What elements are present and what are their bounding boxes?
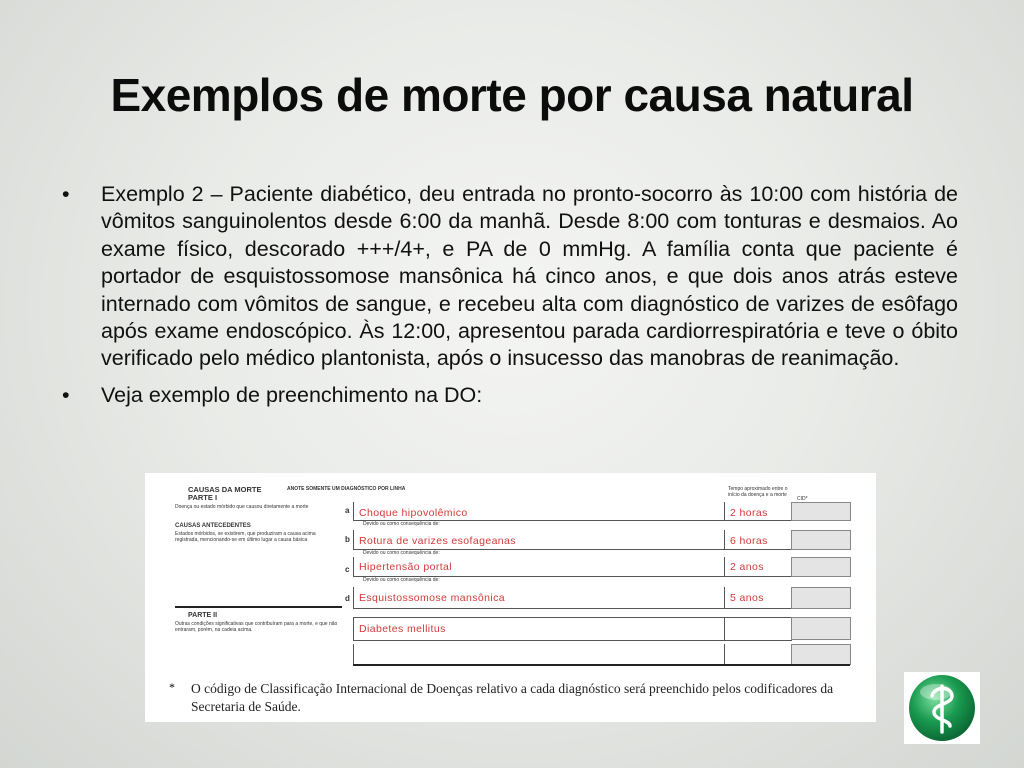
- part1-description: Doença ou estado mórbido que causou diretamente a morte: [175, 504, 309, 510]
- part2-time-field[interactable]: [724, 617, 792, 641]
- row-letter: b: [345, 535, 350, 544]
- part2-description: Outras condições significativas que contribuíram para a morte, e que não entraram, porém, na cadeia acima.: [175, 621, 338, 633]
- row-letter: d: [345, 594, 350, 603]
- time-value: 5 anos: [730, 592, 764, 604]
- part2-label: PARTE II: [188, 612, 218, 619]
- part2-diagnosis-field-2[interactable]: [353, 644, 725, 665]
- causes-section-title: CAUSAS DA MORTE: [188, 485, 262, 494]
- row-letter: a: [345, 506, 350, 515]
- cid-field[interactable]: [791, 557, 851, 577]
- diagnosis-value: Hipertensão portal: [359, 561, 452, 573]
- consequence-label: Devido ou como consequência de:: [363, 550, 440, 556]
- form-bottom-rule: [353, 664, 850, 666]
- time-value: 2 anos: [730, 561, 764, 573]
- death-certificate-form: [145, 473, 876, 722]
- row-letter: c: [345, 565, 350, 574]
- part2-time-field-2[interactable]: [724, 644, 792, 665]
- part2-diagnosis-value: Diabetes mellitus: [359, 623, 446, 635]
- slide-title: Exemplos de morte por causa natural: [110, 69, 914, 121]
- part2-cid-field[interactable]: [791, 617, 851, 640]
- cid-field[interactable]: [791, 587, 851, 609]
- part-divider: [175, 606, 342, 608]
- cid-field[interactable]: [791, 530, 851, 550]
- cid-column-header: CID*: [797, 496, 808, 502]
- antecedent-causes-description: Estados mórbidos, se existirem, que produziram a causa acima registrada, mencionando-se em último lugar a causa básica: [175, 531, 316, 543]
- diagnosis-value: Choque hipovolêmico: [359, 507, 468, 519]
- antecedent-causes-label: CAUSAS ANTECEDENTES: [175, 523, 251, 529]
- part1-label: PARTE I: [188, 493, 218, 502]
- time-value: 2 horas: [730, 507, 768, 519]
- consequence-label: Devido ou como consequência de:: [363, 577, 440, 583]
- instruction-label: ANOTE SOMENTE UM DIAGNÓSTICO POR LINHA: [287, 486, 406, 492]
- diagnosis-value: Esquistossomose mansônica: [359, 592, 505, 604]
- bullet-list: [62, 181, 958, 409]
- bullet-form-example: • Veja exemplo de preenchimento na DO:: [62, 382, 958, 409]
- diagnosis-value: Rotura de varizes esofageanas: [359, 535, 516, 547]
- part2-cid-field-2[interactable]: [791, 644, 851, 665]
- cid-field[interactable]: [791, 502, 851, 521]
- consequence-label: Devido ou como consequência de:: [363, 521, 440, 527]
- footnote-text: O código de Classificação Internacional de Doenças relativo a cada diagnóstico será preenchido pelos codificadores da Secretaria de Saúde.: [191, 681, 834, 714]
- bullet-case-description: • Exemplo 2 – Paciente diabético, deu entrada no pronto-socorro às 10:00 com história de vômitos sanguinolentos desde 6:00 da manhã. Desde 8:00 com tonturas e desmaios. Ao exame físico, descorado +++/4+, e PA de 0 mmHg. A família conta que paciente é portador de esquistossomose mansônica há cinco anos, e que dois anos atrás esteve internado com vômitos de sangue, e recebeu alta com diagnóstico de varizes de esôfago após exame endoscópico. Às 12:00, apresentou parada cardiorrespiratória e teve o óbito verificado pelo médico plantonista, após o insucesso das manobras de reanimação.: [62, 181, 958, 373]
- time-value: 6 horas: [730, 535, 768, 547]
- logo: [904, 672, 980, 744]
- footnote-mark: *: [169, 680, 175, 694]
- time-column-header: Tempo aproximado entre o início da doença e a morte: [728, 486, 788, 498]
- caduceus-icon: [904, 672, 980, 744]
